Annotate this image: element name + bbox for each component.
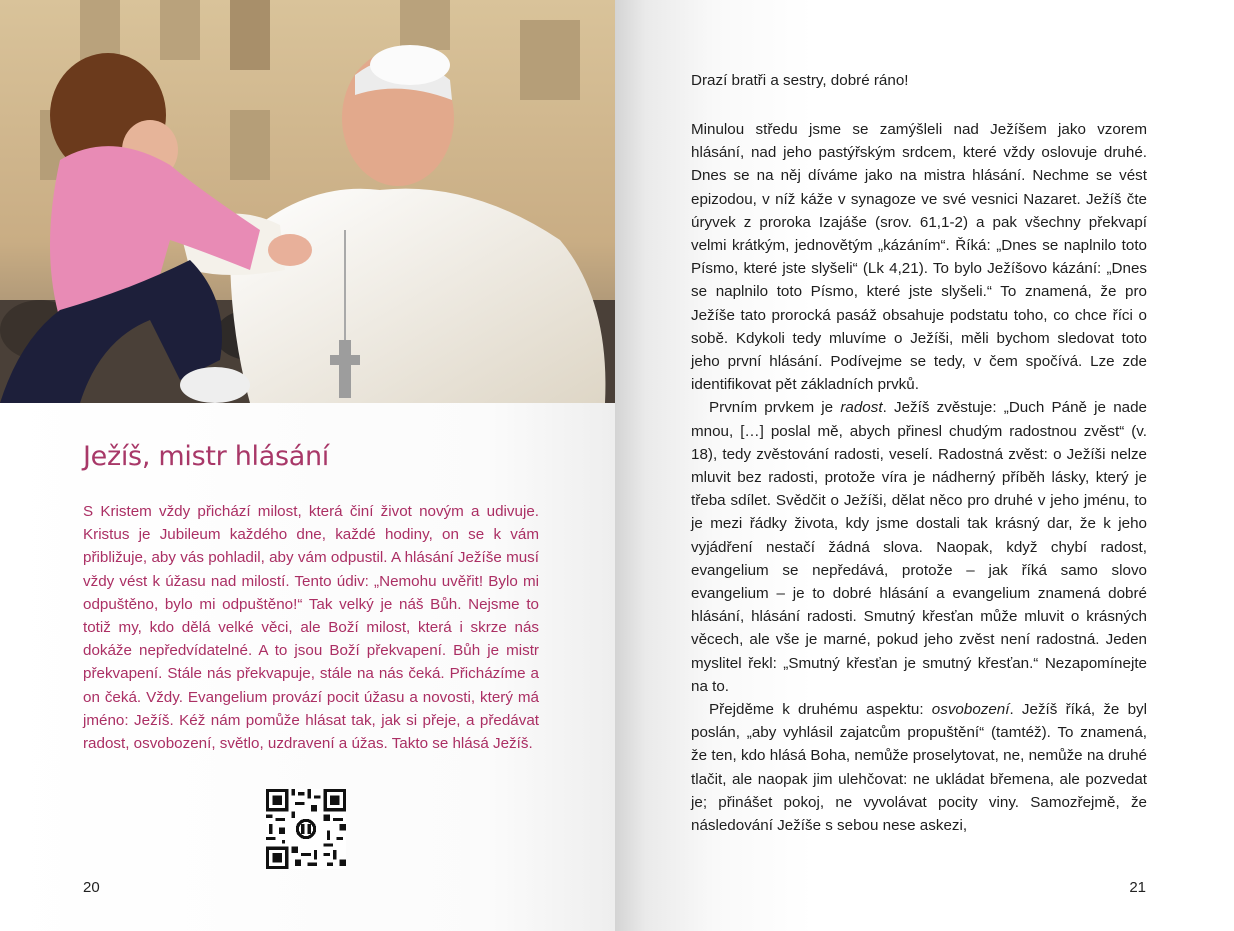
body-text	[691, 118, 1147, 837]
paragraph-3: Přejděme k druhému aspektu: osvobození. Ježíš říká, že byl poslán, „aby vyhlásil zajatcům propuštění“ (tamtéž). To znamená, že ten, kdo hlásá Boha, nemůže proselytovat, ne, nemůže na druhé tlačit, ale naopak jim ulehčovat: ne ukládat břemena, ale pozvedat je; přinášet pokoj, ne vyvolávat pocity viny. Samozřejmě, že následování Ježíše s sebou nese askezi,	[691, 701, 1147, 835]
page-number-left: 20	[83, 879, 100, 896]
paragraph-2: Prvním prvkem je radost. Ježíš zvěstuje: „Duch Páně je nade mnou, […] poslal mě, abych přinesl chudým radostnou zvěst“ (v. 18), tedy zvěstování radosti, veselí. Radostná zvěst: o Ježíši nelze mluvit bez radosti, protože víra je nádherný příběh lásky, který je třeba sdílet. Svědčit o Ježíši, dělat něco pro druhé v jeho jménu, to je mezi řádky života, kdy jsme dostali tak krásný dar, že k jeho vyjádření nestačí žádná slova. Naopak, když chybí radost, evangelium se nepředává, protože – jak říká samo slovo evangelium – je to dobré hlásání a evangelium znamená dobré hlásání, hlásání radosti. Smutný křesťan může mluvit o krásných věcech, ale vše je marné, pokud jeho zvěst není radostná. Jeden myslitel řekl: „Smutný křesťan je smutný křesťan.“ Nezapomínejte na to.	[691, 399, 1147, 695]
paragraph-1: Minulou středu jsme se zamýšleli nad Ježíšem jako vzorem hlásání, nad jeho pastýřským srdcem, které vždy oslovuje druhé. Dnes se na něj díváme jako na mistra hlásání. Nechme se vést epizodou, v níž káže v synagoze ve své vesnici Nazaret. Ježíš čte úryvek z proroka Izajáše (srov. 61,1-2) a pak všechny překvapí velmi krátkým, jednovětým „kázáním“. Říká: „Dnes se naplnilo toto Písmo, které jste slyšeli“ (Lk 4,21). To bylo Ježíšovo kázání: „Dnes se naplnilo toto Písmo, které jste slyšeli.“ To znamená, že pro Ježíše tato prorocká pasáž obsahuje podstatu toho, co chce říci o sobě. Kdykoli tedy mluvíme o Ježíši, měli bychom sledovat toto jeho první hlásání. Podívejme se tedy, v čem spočívá. Lze zde identifikovat pět základních prvků.	[691, 121, 1147, 394]
qr-code[interactable]	[266, 789, 346, 869]
page-number-right: 21	[1129, 879, 1146, 896]
left-page	[0, 0, 615, 931]
right-page	[615, 0, 1234, 931]
intro-paragraph: S Kristem vždy přichází milost, která činí život novým a udivuje. Kristus je Jubileum každého dne, každé hodiny, on se k vám přibližuje, aby vás pohladil, aby vám odpustil. A hlásání Ježíše musí vždy vést k úžasu nad milostí. Tento údiv: „Nemohu uvěřit! Bylo mi odpuštěno, bylo mi odpuštěno!“ Tak velký je náš Bůh. Nejsme to totiž my, kdo dělá velké věci, ale Boží milost, která i skrze nás dokáže nepředvídatelné. A to jsou Boží překvapení. Bůh je mistr překvapení. Stále nás překvapuje, stále na nás čeká. Přicházíme a on čeká. Vždy. Evangelium provází pocit úžasu a novosti, který má jméno: Ježíš. Kéž nám pomůže hlásat tak, jak si přeje, a předávat radost, osvobození, světlo, uzdravení a úžas. Takto se hlásá Ježíš.	[83, 503, 539, 753]
cover-photo	[0, 0, 615, 403]
greeting: Drazí bratři a sestry, dobré ráno!	[691, 72, 909, 89]
chapter-heading: Ježíš, mistr hlásání	[83, 441, 330, 472]
